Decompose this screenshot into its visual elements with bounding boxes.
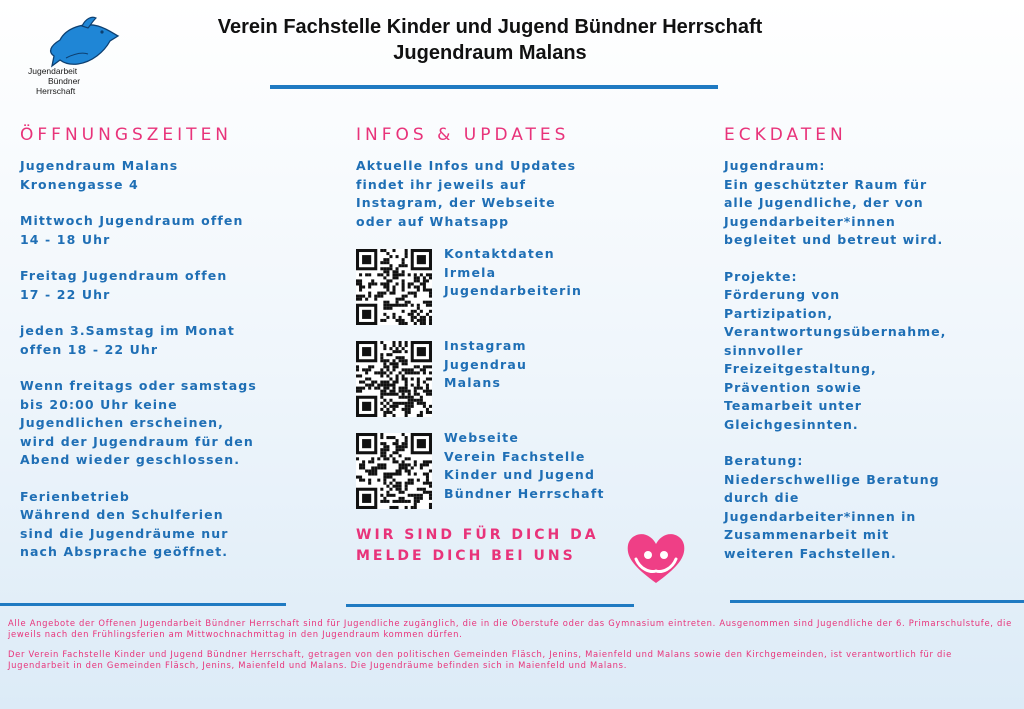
logo-line-3: Herrschaft: [36, 86, 76, 96]
logo-line-1: Jugendarbeit: [28, 66, 78, 76]
page-title-line-2: Jugendraum Malans: [393, 42, 587, 64]
opening-hours-holidays: Ferienbetrieb Während den Schulferien sind die Jugendräume nur nach Absprache geöffnet.: [20, 488, 229, 559]
infos-heading: INFOS & UPDATES: [356, 125, 570, 145]
opening-hours-heading: ÖFFNUNGSZEITEN: [20, 125, 233, 145]
footer-divider-center: [346, 604, 634, 607]
qr-label-instagram: Instagram Jugendrau Malans: [444, 338, 528, 390]
opening-hours-friday: Freitag Jugendraum offen 17 - 22 Uhr: [20, 268, 228, 302]
infos-section: [356, 125, 696, 567]
qr-code-icon[interactable]: [356, 249, 432, 325]
footer-divider-right: [730, 600, 1024, 603]
qr-label-contact: Kontaktdaten Irmela Jugendarbeiterin: [444, 246, 583, 298]
footer-divider-left: [0, 603, 286, 606]
key-facts-heading: ECKDATEN: [724, 125, 847, 145]
footer-paragraph-2: Der Verein Fachstelle Kinder und Jugend Bündner Herrschaft, getragen von den politischen Gemeinden Fläsch, Jenins, Maienfeld und Malans sowie den Kirchgemeinden, ist verantwortlich für die Jugendarbeit in den Gemeinden Fläsch, Jenins, Maienfeld und Malans. Die Jugendräume befinden sich in Maienfeld und Malans.: [8, 649, 952, 670]
key-facts-counseling: Beratung: Niederschwellige Beratung durch die Jugendarbeiter*innen in Zusammenarbeit mit weiteren Fachstellen.: [724, 453, 940, 561]
qr-item-website[interactable]: [356, 430, 696, 509]
qr-code-icon[interactable]: [356, 341, 432, 417]
opening-hours-wednesday: Mittwoch Jugendraum offen 14 - 18 Uhr: [20, 213, 244, 247]
key-facts-section: [724, 125, 1014, 581]
footer-paragraph-1: Alle Angebote der Offenen Jugendarbeit Bündner Herrschaft sind für Jugendliche zugänglich, die in die Oberstufe oder das Gymnasium eintreten. Ausgenommen sind Jugendliche der 6. Primarschulstufe, die jeweils nach den Frühlingsferien am Mittwochnachmittag in den Jugendraum kommen dürfen.: [8, 618, 1012, 639]
qr-item-instagram[interactable]: [356, 338, 696, 417]
footer-notes: [8, 618, 1013, 680]
heart-hug-icon: [624, 529, 688, 587]
logo-line-2: Bündner: [48, 76, 81, 86]
opening-hours-saturday: jeden 3.Samstag im Monat offen 18 - 22 Uhr: [20, 323, 235, 357]
header-divider: [270, 85, 718, 89]
opening-hours-section: [20, 125, 340, 580]
logo-text: [28, 66, 80, 96]
qr-item-contact[interactable]: [356, 246, 696, 325]
call-to-action: WIR SIND FÜR DICH DA MELDE DICH BEI UNS: [356, 527, 599, 564]
page-title-line-1: Verein Fachstelle Kinder und Jugend Bündner Herrschaft: [217, 16, 763, 38]
opening-hours-closing-note: Wenn freitags oder samstags bis 20:00 Uhr keine Jugendlichen erscheinen, wird der Jugendraum für den Abend wieder geschlossen.: [20, 378, 257, 467]
page-title: [150, 14, 830, 66]
infos-intro: Aktuelle Infos und Updates findet ihr jeweils auf Instagram, der Webseite oder auf Whatsapp: [356, 158, 577, 229]
key-facts-youth-room: Jugendraum: Ein geschützter Raum für alle Jugendliche, der von Jugendarbeiter*innen begleitet und betreut wird.: [724, 158, 944, 247]
qr-label-website: Webseite Verein Fachstelle Kinder und Jugend Bündner Herrschaft: [444, 430, 605, 501]
qr-code-icon[interactable]: [356, 433, 432, 509]
key-facts-projects: Projekte: Förderung von Partizipation, Verantwortungsübernahme, sinnvoller Freizeitgestaltung, Prävention sowie Teamarbeit unter Gleichgesinnten.: [724, 268, 947, 432]
opening-hours-address: Jugendraum Malans Kronengasse 4: [20, 158, 179, 192]
